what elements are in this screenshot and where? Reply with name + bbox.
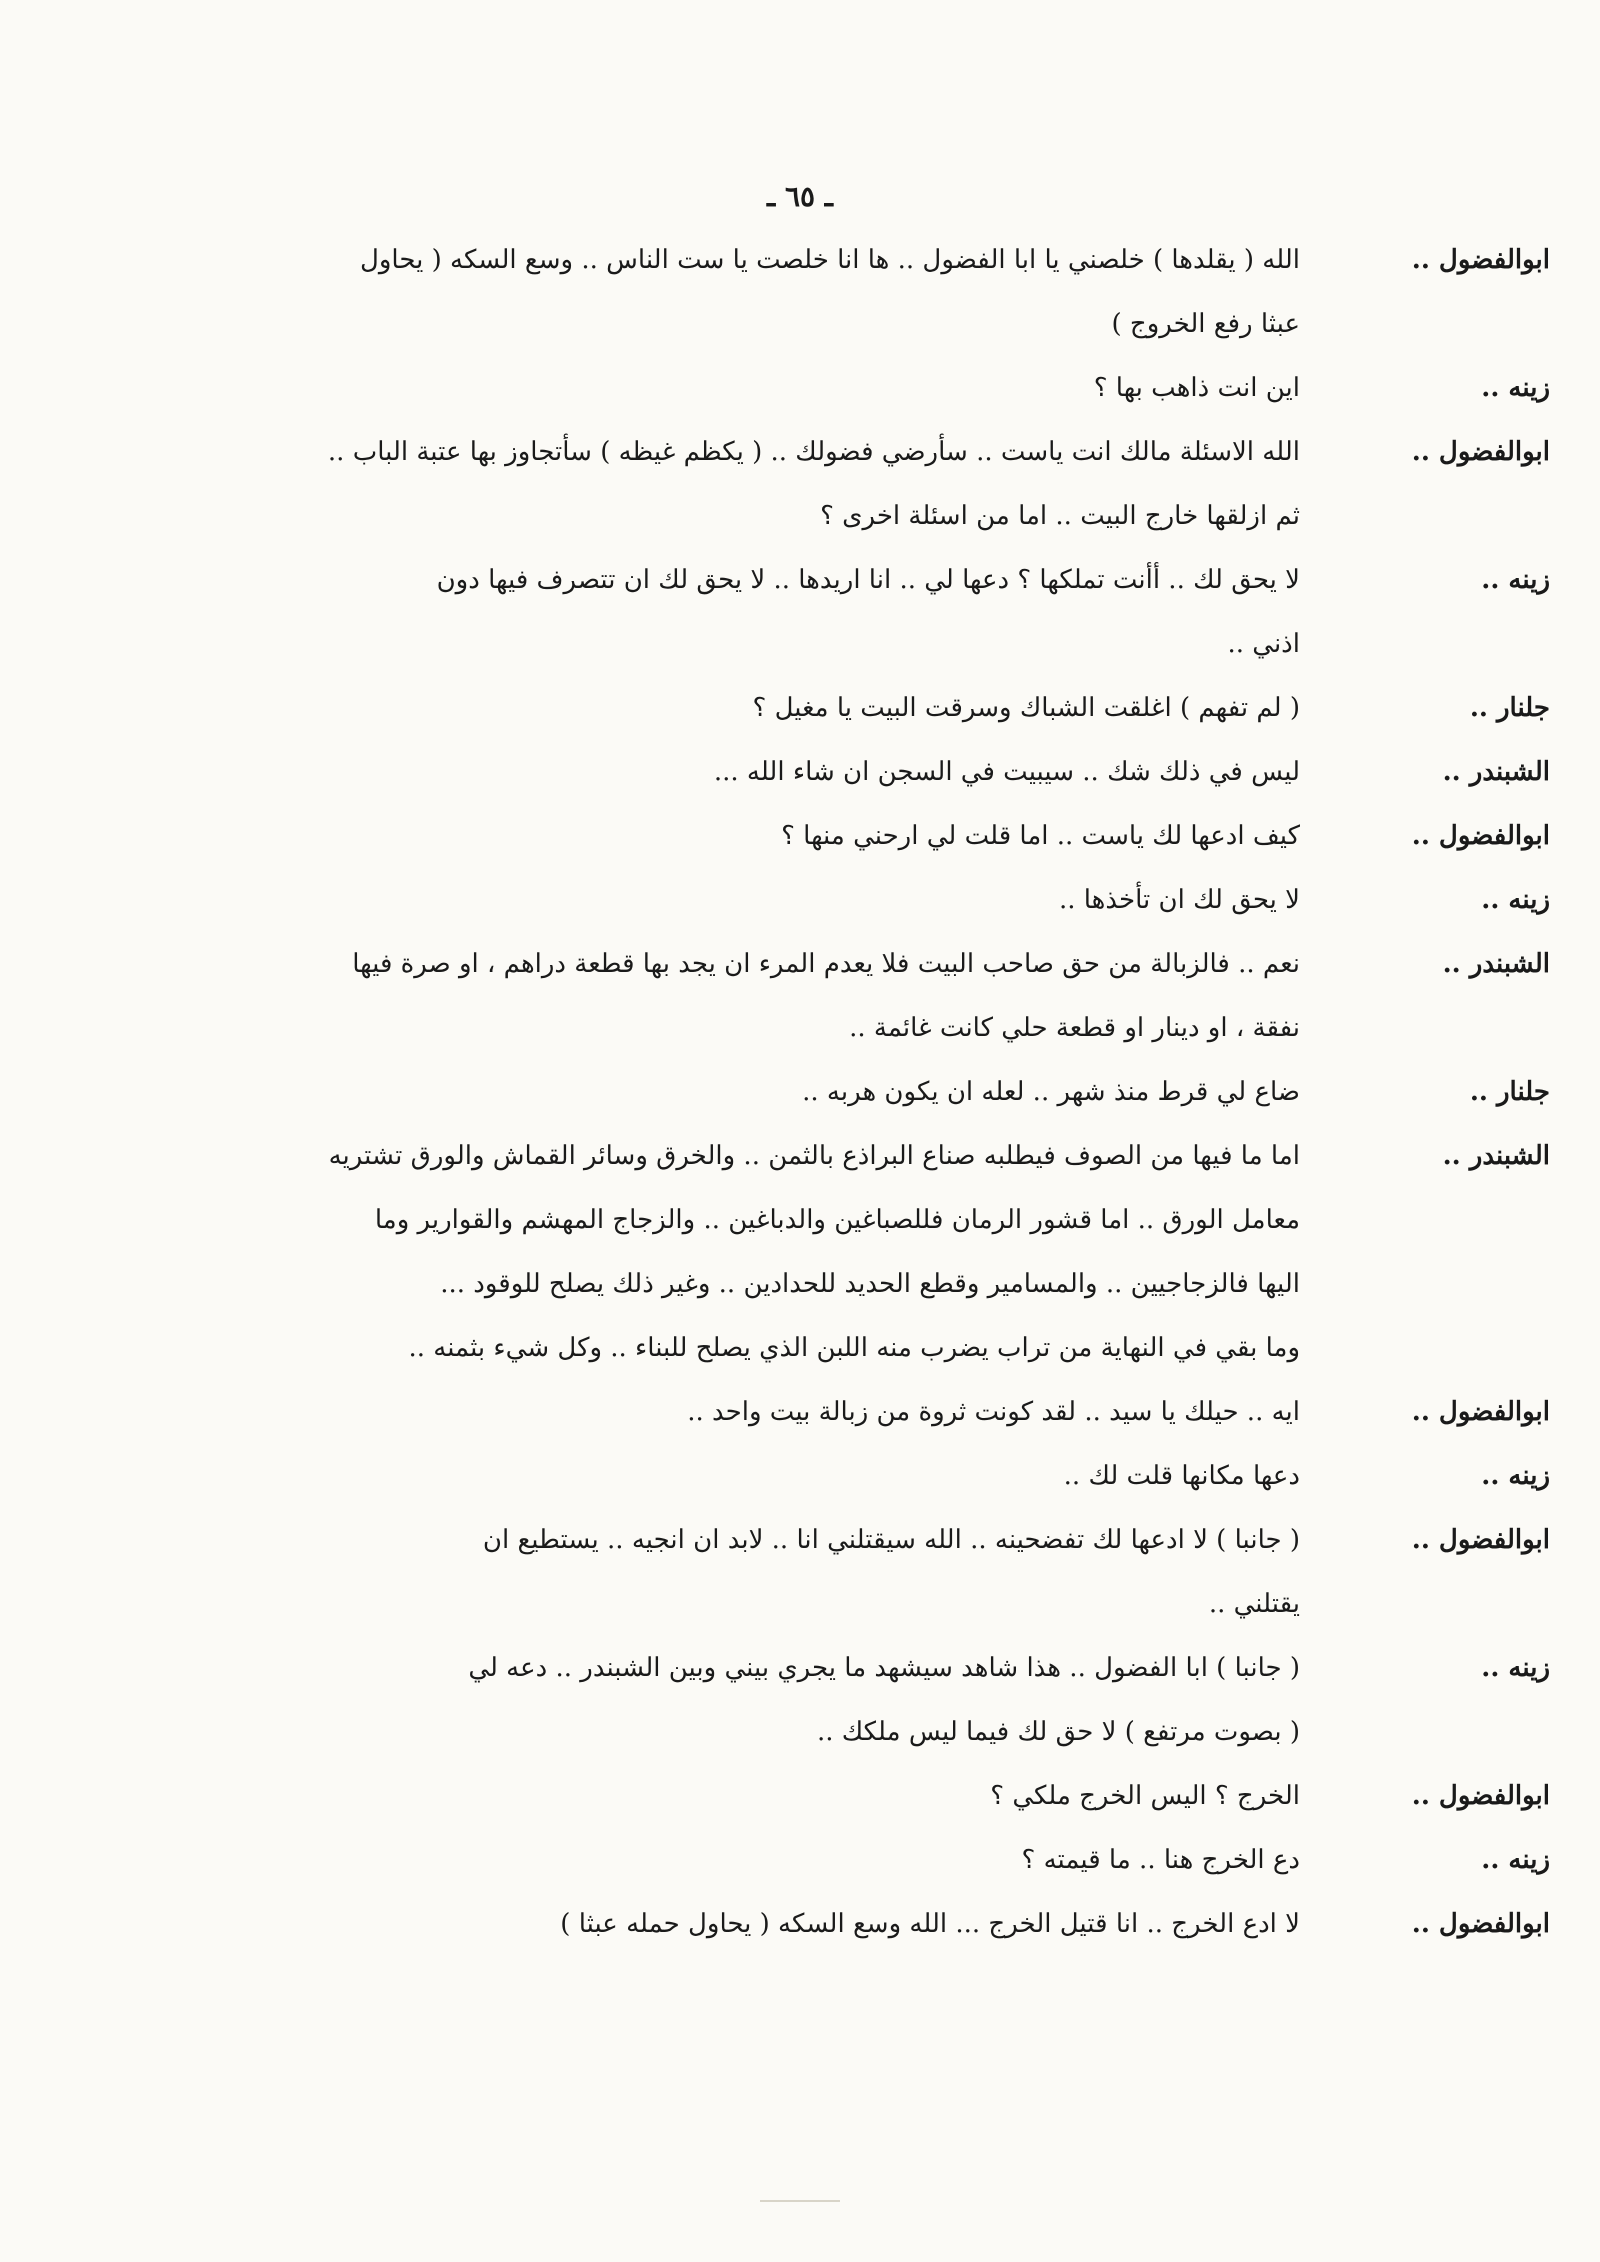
- dialogue-list: [150, 228, 1550, 1956]
- dialogue-entry: [150, 1764, 1550, 1828]
- dialogue-line: اليها فالزجاجيين .. والمسامير وقطع الحديد للحدادين .. وغير ذلك يصلح للوقود ...: [440, 1269, 1300, 1299]
- dialogue-line: دعها مكانها قلت لك ..: [1063, 1461, 1300, 1491]
- speaker-name: زينه ..: [1481, 1461, 1550, 1491]
- dialogue-entry: [150, 1636, 1550, 1764]
- dialogue-entry: [150, 1508, 1550, 1636]
- speaker-name: ابوالفضول ..: [1411, 245, 1550, 275]
- dialogue-entry: [150, 1124, 1550, 1380]
- dialogue-entry: [150, 804, 1550, 868]
- dialogue-line: كيف ادعها لك ياست .. اما قلت لي ارحني منها ؟: [781, 821, 1300, 851]
- dialogue-line: اما ما فيها من الصوف فيطلبه صناع البراذع بالثمن .. والخرق وسائر القماش والورق تشتريه: [328, 1141, 1300, 1171]
- dialogue-entry: [150, 228, 1550, 356]
- dialogue-entry: [150, 420, 1550, 548]
- dialogue-line: ( جانبا ) لا ادعها لك تفضحينه .. الله سيقتلني انا .. لابد ان انجيه .. يستطيع ان: [482, 1525, 1300, 1555]
- speaker-name: زينه ..: [1481, 1653, 1550, 1683]
- dialogue-line: ( جانبا ) ابا الفضول .. هذا شاهد سيشهد ما يجري بيني وبين الشبندر .. دعه لي: [468, 1653, 1300, 1683]
- dialogue-entry: [150, 548, 1550, 676]
- dialogue-line: ( لم تفهم ) اغلقت الشباك وسرقت البيت يا مغيل ؟: [752, 693, 1300, 723]
- dialogue-line: اذني ..: [1227, 629, 1300, 659]
- dialogue-line: لا ادع الخرج .. انا قتيل الخرج ... الله وسع السكه ( يحاول حمله عبثا ): [560, 1909, 1300, 1939]
- dialogue-line: ليس في ذلك شك .. سيبيت في السجن ان شاء الله ...: [713, 757, 1300, 787]
- dialogue-entry: [150, 932, 1550, 1060]
- speaker-name: ابوالفضول ..: [1411, 821, 1550, 851]
- dialogue-line: الله الاسئلة مالك انت ياست .. سأرضي فضولك .. ( يكظم غيظه ) سأتجاوز بها عتبة الباب ..: [327, 437, 1300, 467]
- dialogue-line: يقتلني ..: [1208, 1589, 1300, 1619]
- speaker-name: ابوالفضول ..: [1411, 1909, 1550, 1939]
- dialogue-line: لا يحق لك ان تأخذها ..: [1058, 885, 1300, 915]
- dialogue-entry: [150, 1828, 1550, 1892]
- speaker-name: ابوالفضول ..: [1411, 437, 1550, 467]
- dialogue-line: الخرج ؟ اليس الخرج ملكي ؟: [990, 1781, 1300, 1811]
- speaker-name: جلنار ..: [1469, 693, 1550, 723]
- dialogue-line: ايه .. حيلك يا سيد .. لقد كونت ثروة من زبالة بيت واحد ..: [687, 1397, 1300, 1427]
- page-bottom-mark: [760, 2200, 840, 2202]
- dialogue-line: ثم ازلقها خارج البيت .. اما من اسئلة اخرى ؟: [820, 501, 1300, 531]
- dialogue-entry: [150, 676, 1550, 740]
- speaker-name: الشبندر ..: [1442, 757, 1550, 787]
- dialogue-line: ( بصوت مرتفع ) لا حق لك فيما ليس ملكك ..: [816, 1717, 1300, 1747]
- dialogue-entry: [150, 868, 1550, 932]
- speaker-name: ابوالفضول ..: [1411, 1525, 1550, 1555]
- dialogue-entry: [150, 356, 1550, 420]
- speaker-name: ابوالفضول ..: [1411, 1781, 1550, 1811]
- dialogue-line: نفقة ، او دينار او قطعة حلي كانت غائمة ..: [849, 1013, 1300, 1043]
- speaker-name: زينه ..: [1481, 565, 1550, 595]
- speaker-name: زينه ..: [1481, 885, 1550, 915]
- dialogue-line: نعم .. فالزبالة من حق صاحب البيت فلا يعدم المرء ان يجد بها قطعة دراهم ، او صرة فيها: [352, 949, 1300, 979]
- dialogue-line: معامل الورق .. اما قشور الرمان فللصباغين والدباغين .. والزجاج المهشم والقوارير وما: [374, 1205, 1300, 1235]
- speaker-name: الشبندر ..: [1442, 1141, 1550, 1171]
- speaker-name: الشبندر ..: [1442, 949, 1550, 979]
- dialogue-line: الله ( يقلدها ) خلصني يا ابا الفضول .. ها انا خلصت يا ست الناس .. وسع السكه ( يحاول: [359, 245, 1300, 275]
- dialogue-line: وما بقي في النهاية من تراب يضرب منه اللبن الذي يصلح للبناء .. وكل شيء بثمنه ..: [408, 1333, 1300, 1363]
- speaker-name: ابوالفضول ..: [1411, 1397, 1550, 1427]
- dialogue-line: عبثا رفع الخروج ): [1111, 309, 1300, 339]
- dialogue-entry: [150, 1380, 1550, 1444]
- dialogue-line: ضاع لي قرط منذ شهر .. لعله ان يكون هربه ..: [802, 1077, 1300, 1107]
- dialogue-entry: [150, 1060, 1550, 1124]
- dialogue-line: دع الخرج هنا .. ما قيمته ؟: [1021, 1845, 1300, 1875]
- dialogue-entry: [150, 1892, 1550, 1956]
- speaker-name: جلنار ..: [1469, 1077, 1550, 1107]
- dialogue-entry: [150, 1444, 1550, 1508]
- speaker-name: زينه ..: [1481, 1845, 1550, 1875]
- dialogue-line: لا يحق لك .. أأنت تملكها ؟ دعها لي .. انا اريدها .. لا يحق لك ان تتصرف فيها دون: [436, 565, 1300, 595]
- dialogue-line: اين انت ذاهب بها ؟: [1093, 373, 1300, 403]
- dialogue-entry: [150, 740, 1550, 804]
- speaker-name: زينه ..: [1481, 373, 1550, 403]
- page-number: ـ ٦٥ ـ: [767, 180, 833, 213]
